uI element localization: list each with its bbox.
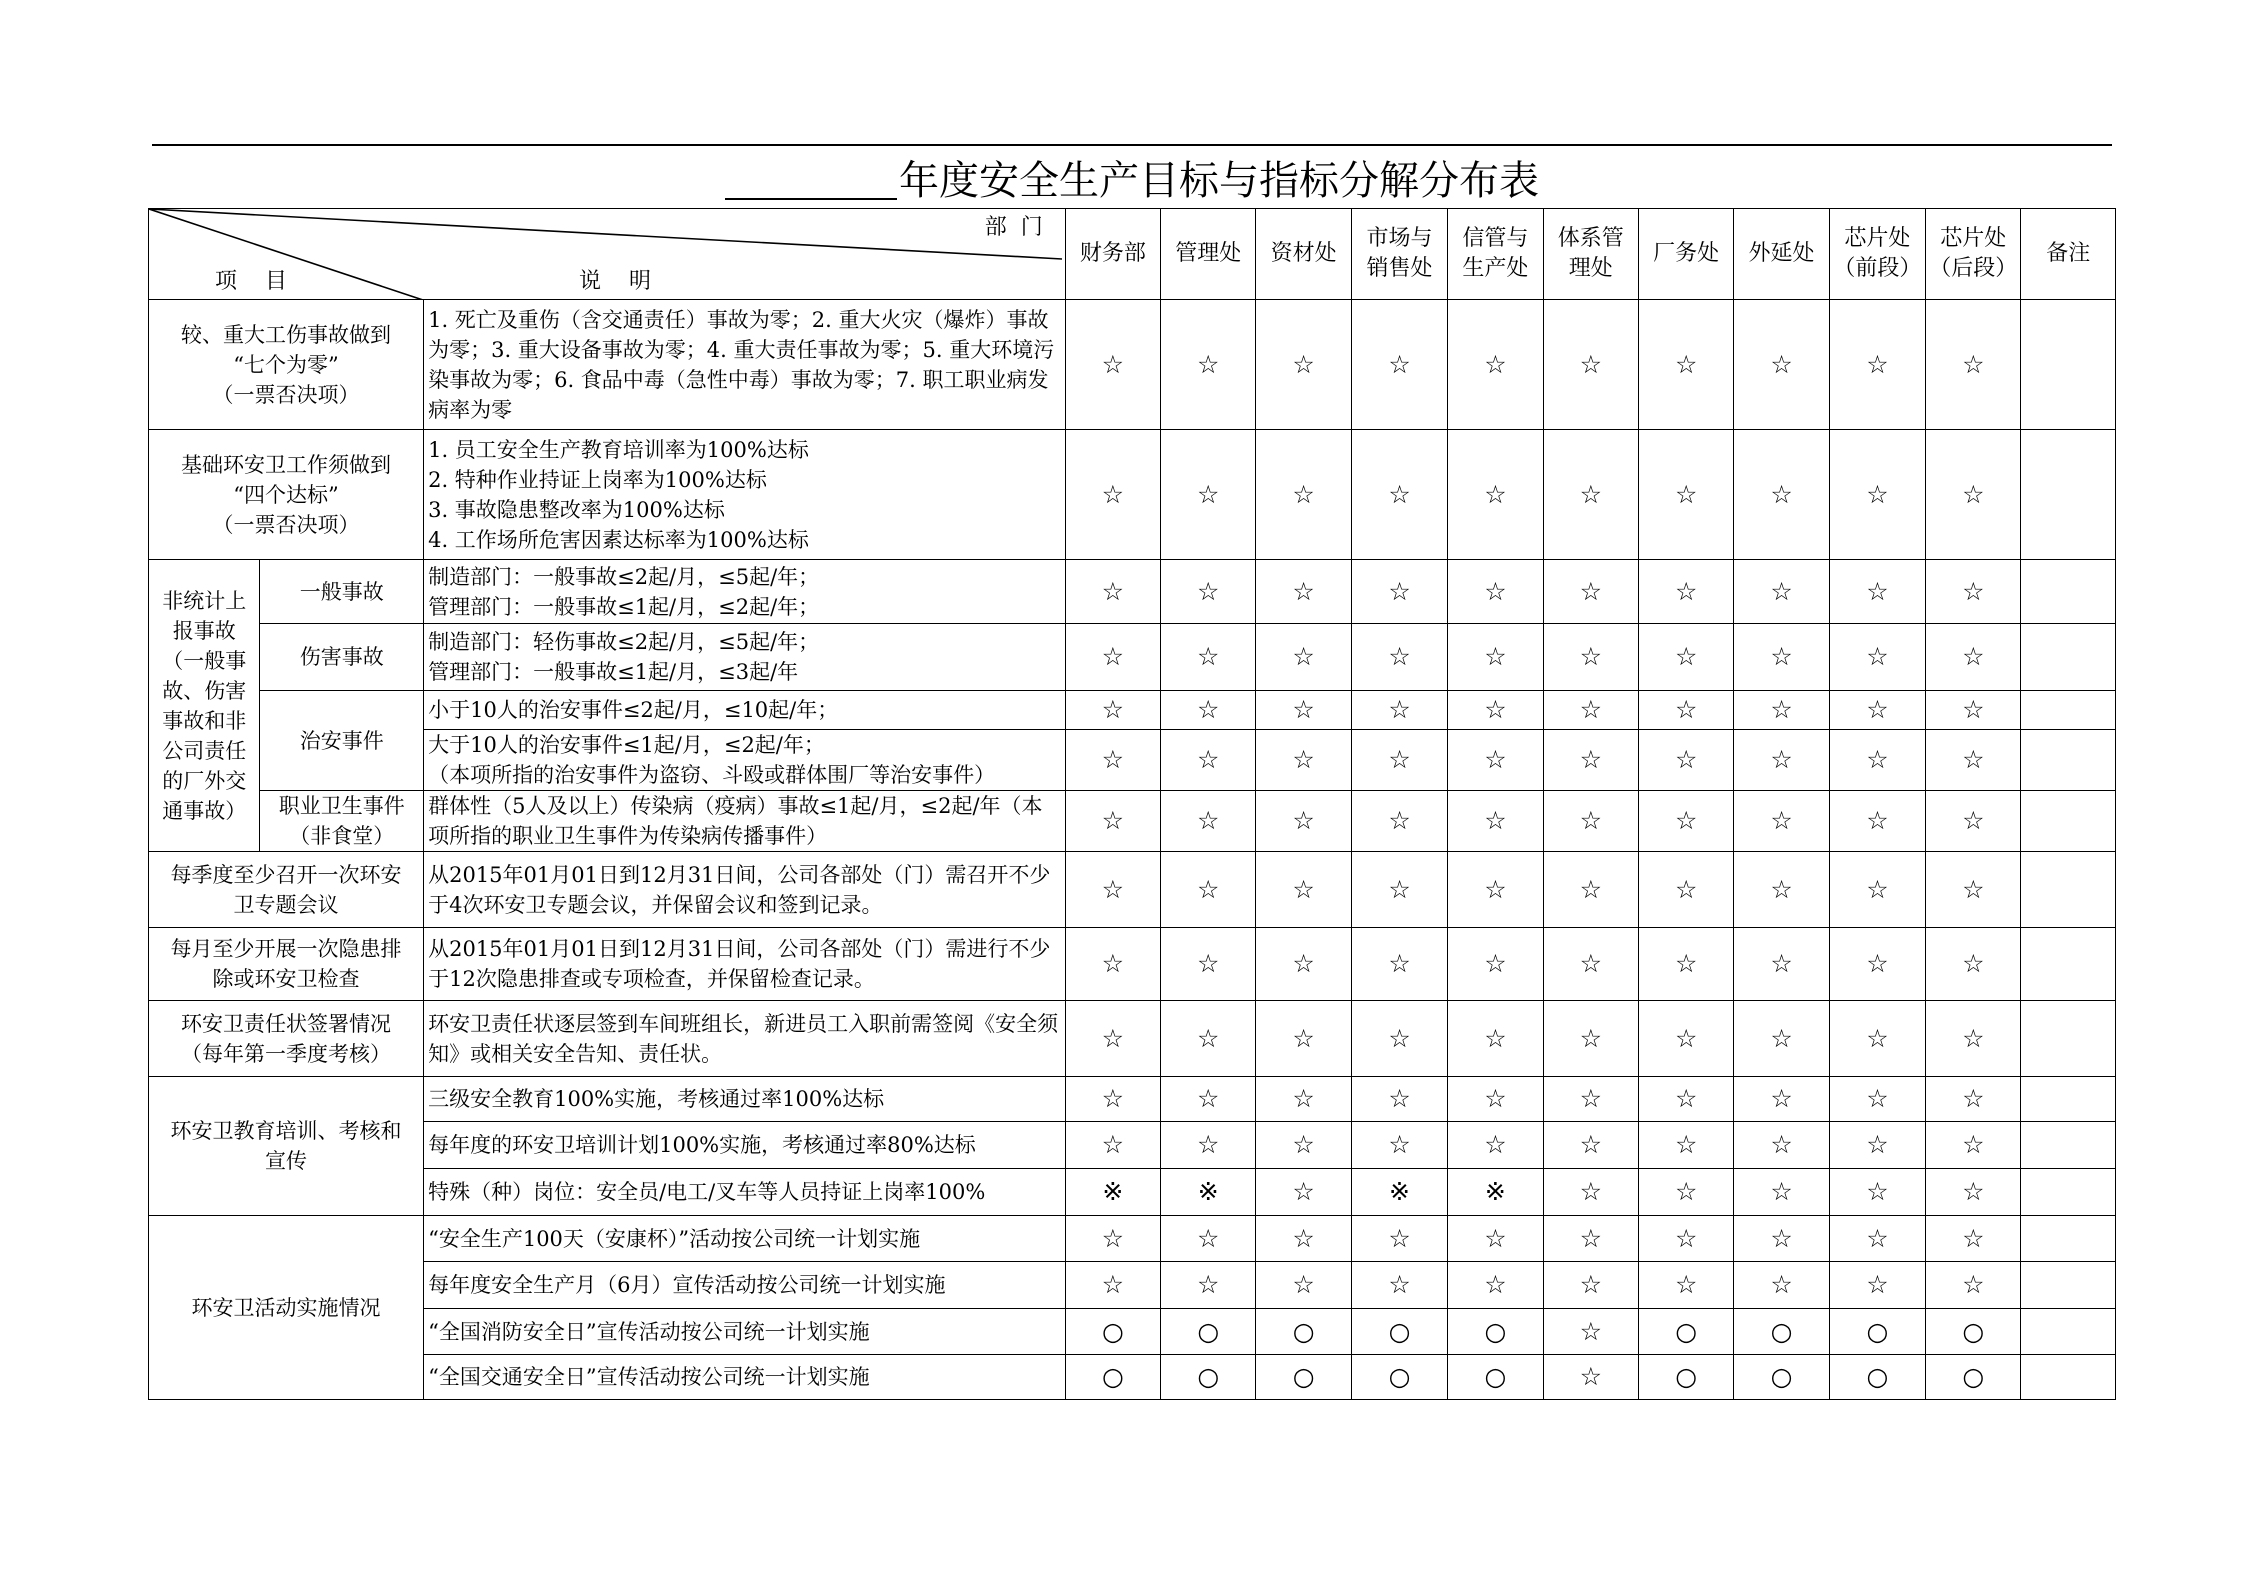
mark-r10-c2: ☆ [1256, 1077, 1351, 1122]
table-row [149, 1262, 2116, 1309]
dept-header-10: 备注 [2021, 209, 2116, 300]
mark-r13-c9: ☆ [1926, 1216, 2021, 1262]
mark-r14-c4: ☆ [1448, 1262, 1543, 1309]
mark-r10-c5: ☆ [1543, 1077, 1638, 1122]
mark-r2-c6: ☆ [1638, 560, 1733, 624]
mark-r2-c9: ☆ [1926, 560, 2021, 624]
mark-r14-c2: ☆ [1256, 1262, 1351, 1309]
table-row [149, 1216, 2116, 1262]
mark-r2-c3: ☆ [1351, 560, 1447, 624]
table-row [149, 730, 2116, 791]
mark-r12-c8: ☆ [1829, 1169, 1925, 1216]
mark-r15-c6: ○ [1638, 1309, 1733, 1355]
row-description: 每年度安全生产月（6月）宣传活动按公司统一计划实施 [424, 1262, 1066, 1309]
mark-r7-c0: ☆ [1065, 852, 1160, 928]
mark-r16-c8: ○ [1829, 1355, 1925, 1400]
mark-r14-c10 [2021, 1262, 2116, 1309]
mark-r2-c0: ☆ [1065, 560, 1160, 624]
row-description: 特殊（种）岗位：安全员/电工/叉车等人员持证上岗率100% [424, 1169, 1066, 1216]
mark-r9-c3: ☆ [1351, 1001, 1447, 1077]
item-activities: 环安卫活动实施情况 [149, 1216, 424, 1400]
mark-r0-c5: ☆ [1543, 300, 1638, 430]
mark-r15-c4: ○ [1448, 1309, 1543, 1355]
mark-r9-c9: ☆ [1926, 1001, 2021, 1077]
mark-r12-c5: ☆ [1543, 1169, 1638, 1216]
mark-r0-c6: ☆ [1638, 300, 1733, 430]
mark-r0-c2: ☆ [1256, 300, 1351, 430]
mark-r11-c7: ☆ [1734, 1122, 1829, 1169]
mark-r3-c7: ☆ [1734, 624, 1829, 691]
mark-r16-c10 [2021, 1355, 2116, 1400]
table-row [149, 691, 2116, 730]
table-row [149, 624, 2116, 691]
mark-r11-c8: ☆ [1829, 1122, 1925, 1169]
mark-r0-c8: ☆ [1829, 300, 1925, 430]
mark-r1-c3: ☆ [1351, 430, 1447, 560]
mark-r5-c7: ☆ [1734, 730, 1829, 791]
mark-r5-c4: ☆ [1448, 730, 1543, 791]
row-description: 群体性（5人及以上）传染病（疫病）事故≤1起/月，≤2起/年（本项所指的职业卫生事件为传染病传播事件） [424, 791, 1066, 852]
mark-r6-c3: ☆ [1351, 791, 1447, 852]
row-description: “安全生产100天（安康杯）”活动按公司统一计划实施 [424, 1216, 1066, 1262]
mark-r2-c2: ☆ [1256, 560, 1351, 624]
mark-r6-c0: ☆ [1065, 791, 1160, 852]
mark-r7-c8: ☆ [1829, 852, 1925, 928]
row-description: 1. 员工安全生产教育培训率为100%达标 2. 特种作业持证上岗率为100%达标 3. 事故隐患整改率为100%达标 4. 工作场所危害因素达标率为100%达标 [424, 430, 1066, 560]
mark-r3-c8: ☆ [1829, 624, 1925, 691]
mark-r3-c5: ☆ [1543, 624, 1638, 691]
mark-r15-c7: ○ [1734, 1309, 1829, 1355]
row-description: 每年度的环安卫培训计划100%实施，考核通过率80%达标 [424, 1122, 1066, 1169]
mark-r7-c4: ☆ [1448, 852, 1543, 928]
mark-r16-c9: ○ [1926, 1355, 2021, 1400]
mark-r13-c0: ☆ [1065, 1216, 1160, 1262]
mark-r10-c0: ☆ [1065, 1077, 1160, 1122]
table-row [149, 1077, 2116, 1122]
dept-header-8: 芯片处 （前段） [1829, 209, 1925, 300]
mark-r5-c0: ☆ [1065, 730, 1160, 791]
header-corner-cell [149, 209, 1066, 300]
mark-r5-c6: ☆ [1638, 730, 1733, 791]
mark-r2-c8: ☆ [1829, 560, 1925, 624]
mark-r13-c8: ☆ [1829, 1216, 1925, 1262]
item-education-training: 环安卫教育培训、考核和 宣传 [149, 1077, 424, 1216]
mark-r12-c9: ☆ [1926, 1169, 2021, 1216]
mark-r13-c1: ☆ [1161, 1216, 1256, 1262]
mark-r8-c0: ☆ [1065, 928, 1160, 1001]
mark-r1-c9: ☆ [1926, 430, 2021, 560]
mark-r10-c4: ☆ [1448, 1077, 1543, 1122]
mark-r0-c4: ☆ [1448, 300, 1543, 430]
mark-r12-c7: ☆ [1734, 1169, 1829, 1216]
dept-header-6: 厂务处 [1638, 209, 1733, 300]
target-table [148, 208, 2116, 1400]
mark-r4-c2: ☆ [1256, 691, 1351, 730]
mark-r4-c0: ☆ [1065, 691, 1160, 730]
mark-r8-c8: ☆ [1829, 928, 1925, 1001]
dept-header-9: 芯片处 （后段） [1926, 209, 2021, 300]
table-row [149, 791, 2116, 852]
mark-r14-c8: ☆ [1829, 1262, 1925, 1309]
mark-r6-c5: ☆ [1543, 791, 1638, 852]
row-description: 1. 死亡及重伤（含交通责任）事故为零；2. 重大火灾（爆炸）事故为零；3. 重大设备事故为零；4. 重大责任事故为零；5. 重大环境污染事故为零；6. 食品中毒（急性中毒）事故为零；7. 职工职业病发病率为零 [424, 300, 1066, 430]
mark-r1-c8: ☆ [1829, 430, 1925, 560]
corner-item-label: 项 目 [215, 269, 287, 294]
mark-r15-c1: ○ [1161, 1309, 1256, 1355]
mark-r15-c5: ☆ [1543, 1309, 1638, 1355]
page-title [152, 150, 2112, 212]
table-row [149, 1001, 2116, 1077]
mark-r6-c1: ☆ [1161, 791, 1256, 852]
mark-r1-c10 [2021, 430, 2116, 560]
table-row [149, 1355, 2116, 1400]
mark-r9-c4: ☆ [1448, 1001, 1543, 1077]
mark-r6-c7: ☆ [1734, 791, 1829, 852]
mark-r0-c10 [2021, 300, 2116, 430]
mark-r11-c2: ☆ [1256, 1122, 1351, 1169]
year-blank [725, 154, 897, 200]
mark-r12-c6: ☆ [1638, 1169, 1733, 1216]
mark-r1-c0: ☆ [1065, 430, 1160, 560]
dept-header-1: 管理处 [1161, 209, 1256, 300]
mark-r1-c7: ☆ [1734, 430, 1829, 560]
item-four-standards: 基础环安卫工作须做到 “四个达标” （一票否决项） [149, 430, 424, 560]
mark-r14-c5: ☆ [1543, 1262, 1638, 1309]
mark-r5-c2: ☆ [1256, 730, 1351, 791]
mark-r0-c9: ☆ [1926, 300, 2021, 430]
mark-r5-c5: ☆ [1543, 730, 1638, 791]
subitem-security-incident: 治安事件 [260, 691, 424, 791]
row-description: 制造部门：一般事故≤2起/月，≤5起/年； 管理部门：一般事故≤1起/月，≤2起/年； [424, 560, 1066, 624]
mark-r6-c6: ☆ [1638, 791, 1733, 852]
mark-r15-c10 [2021, 1309, 2116, 1355]
title-text: 年度安全生产目标与指标分解分布表 [899, 158, 1539, 204]
mark-r8-c9: ☆ [1926, 928, 2021, 1001]
mark-r9-c0: ☆ [1065, 1001, 1160, 1077]
mark-r8-c4: ☆ [1448, 928, 1543, 1001]
mark-r12-c1: ※ [1161, 1169, 1256, 1216]
mark-r5-c9: ☆ [1926, 730, 2021, 791]
mark-r11-c3: ☆ [1351, 1122, 1447, 1169]
subitem-occupational-health: 职业卫生事件 （非食堂） [260, 791, 424, 852]
mark-r12-c3: ※ [1351, 1169, 1447, 1216]
item-seven-zero: 较、重大工伤事故做到 “七个为零” （一票否决项） [149, 300, 424, 430]
item-monthly-inspection: 每月至少开展一次隐患排 除或环安卫检查 [149, 928, 424, 1001]
mark-r2-c10 [2021, 560, 2116, 624]
top-rule [152, 144, 2112, 146]
mark-r15-c3: ○ [1351, 1309, 1447, 1355]
mark-r9-c7: ☆ [1734, 1001, 1829, 1077]
mark-r8-c3: ☆ [1351, 928, 1447, 1001]
mark-r9-c2: ☆ [1256, 1001, 1351, 1077]
mark-r13-c6: ☆ [1638, 1216, 1733, 1262]
dept-header-5: 体系管 理处 [1543, 209, 1638, 300]
mark-r3-c6: ☆ [1638, 624, 1733, 691]
mark-r9-c5: ☆ [1543, 1001, 1638, 1077]
mark-r5-c1: ☆ [1161, 730, 1256, 791]
mark-r16-c5: ☆ [1543, 1355, 1638, 1400]
subitem-injury-accident: 伤害事故 [260, 624, 424, 691]
mark-r7-c5: ☆ [1543, 852, 1638, 928]
mark-r8-c2: ☆ [1256, 928, 1351, 1001]
mark-r4-c5: ☆ [1543, 691, 1638, 730]
row-description: 三级安全教育100%实施，考核通过率100%达标 [424, 1077, 1066, 1122]
mark-r7-c6: ☆ [1638, 852, 1733, 928]
mark-r15-c0: ○ [1065, 1309, 1160, 1355]
row-description: 大于10人的治安事件≤1起/月，≤2起/年； （本项所指的治安事件为盗窃、斗殴或群体围厂等治安事件） [424, 730, 1066, 791]
mark-r14-c1: ☆ [1161, 1262, 1256, 1309]
mark-r10-c6: ☆ [1638, 1077, 1733, 1122]
mark-r10-c9: ☆ [1926, 1077, 2021, 1122]
mark-r6-c4: ☆ [1448, 791, 1543, 852]
table-row [149, 430, 2116, 560]
corner-desc-label: 说 明 [579, 269, 651, 294]
table-row [149, 560, 2116, 624]
mark-r16-c1: ○ [1161, 1355, 1256, 1400]
mark-r4-c9: ☆ [1926, 691, 2021, 730]
mark-r10-c3: ☆ [1351, 1077, 1447, 1122]
mark-r15-c9: ○ [1926, 1309, 2021, 1355]
mark-r3-c9: ☆ [1926, 624, 2021, 691]
item-non-reported-accidents: 非统计上 报事故 （一般事 故、伤害 事故和非 公司责任 的厂外交 通事故） [149, 560, 260, 852]
mark-r13-c3: ☆ [1351, 1216, 1447, 1262]
dept-header-4: 信管与 生产处 [1448, 209, 1543, 300]
row-description: 从2015年01月01日到12月31日间，公司各部处（门）需进行不少于12次隐患排查或专项检查，并保留检查记录。 [424, 928, 1066, 1001]
dept-header-3: 市场与 销售处 [1351, 209, 1447, 300]
mark-r3-c2: ☆ [1256, 624, 1351, 691]
mark-r8-c1: ☆ [1161, 928, 1256, 1001]
mark-r7-c3: ☆ [1351, 852, 1447, 928]
row-description: 小于10人的治安事件≤2起/月，≤10起/年； [424, 691, 1066, 730]
mark-r13-c10 [2021, 1216, 2116, 1262]
mark-r3-c10 [2021, 624, 2116, 691]
row-description: 制造部门：轻伤事故≤2起/月，≤5起/年； 管理部门：一般事故≤1起/月，≤3起/年 [424, 624, 1066, 691]
mark-r2-c1: ☆ [1161, 560, 1256, 624]
mark-r16-c6: ○ [1638, 1355, 1733, 1400]
mark-r1-c1: ☆ [1161, 430, 1256, 560]
mark-r13-c2: ☆ [1256, 1216, 1351, 1262]
mark-r8-c7: ☆ [1734, 928, 1829, 1001]
mark-r7-c1: ☆ [1161, 852, 1256, 928]
mark-r12-c4: ※ [1448, 1169, 1543, 1216]
mark-r16-c2: ○ [1256, 1355, 1351, 1400]
mark-r0-c3: ☆ [1351, 300, 1447, 430]
mark-r14-c3: ☆ [1351, 1262, 1447, 1309]
mark-r8-c5: ☆ [1543, 928, 1638, 1001]
mark-r11-c0: ☆ [1065, 1122, 1160, 1169]
row-description: 环安卫责任状逐层签到车间班组长，新进员工入职前需签阅《安全须知》或相关安全告知、责任状。 [424, 1001, 1066, 1077]
mark-r6-c8: ☆ [1829, 791, 1925, 852]
mark-r9-c8: ☆ [1829, 1001, 1925, 1077]
mark-r1-c4: ☆ [1448, 430, 1543, 560]
mark-r12-c2: ☆ [1256, 1169, 1351, 1216]
mark-r8-c10 [2021, 928, 2116, 1001]
mark-r12-c0: ※ [1065, 1169, 1160, 1216]
mark-r14-c7: ☆ [1734, 1262, 1829, 1309]
dept-header-0: 财务部 [1065, 209, 1160, 300]
mark-r15-c8: ○ [1829, 1309, 1925, 1355]
mark-r4-c8: ☆ [1829, 691, 1925, 730]
mark-r7-c10 [2021, 852, 2116, 928]
table-row [149, 1122, 2116, 1169]
mark-r10-c7: ☆ [1734, 1077, 1829, 1122]
mark-r10-c1: ☆ [1161, 1077, 1256, 1122]
item-quarterly-meeting: 每季度至少召开一次环安 卫专题会议 [149, 852, 424, 928]
mark-r12-c10 [2021, 1169, 2116, 1216]
mark-r7-c9: ☆ [1926, 852, 2021, 928]
table-row [149, 1309, 2116, 1355]
table-row [149, 300, 2116, 430]
mark-r11-c6: ☆ [1638, 1122, 1733, 1169]
table-row [149, 1169, 2116, 1216]
mark-r16-c7: ○ [1734, 1355, 1829, 1400]
mark-r4-c4: ☆ [1448, 691, 1543, 730]
mark-r9-c1: ☆ [1161, 1001, 1256, 1077]
mark-r2-c7: ☆ [1734, 560, 1829, 624]
item-responsibility-signing: 环安卫责任状签署情况 （每年第一季度考核） [149, 1001, 424, 1077]
mark-r3-c0: ☆ [1065, 624, 1160, 691]
row-description: “全国消防安全日”宣传活动按公司统一计划实施 [424, 1309, 1066, 1355]
dept-header-7: 外延处 [1734, 209, 1829, 300]
mark-r11-c10 [2021, 1122, 2116, 1169]
mark-r10-c8: ☆ [1829, 1077, 1925, 1122]
mark-r5-c3: ☆ [1351, 730, 1447, 791]
row-description: “全国交通安全日”宣传活动按公司统一计划实施 [424, 1355, 1066, 1400]
mark-r14-c6: ☆ [1638, 1262, 1733, 1309]
mark-r0-c0: ☆ [1065, 300, 1160, 430]
mark-r6-c2: ☆ [1256, 791, 1351, 852]
mark-r4-c1: ☆ [1161, 691, 1256, 730]
mark-r13-c4: ☆ [1448, 1216, 1543, 1262]
mark-r11-c1: ☆ [1161, 1122, 1256, 1169]
mark-r5-c8: ☆ [1829, 730, 1925, 791]
mark-r14-c9: ☆ [1926, 1262, 2021, 1309]
mark-r15-c2: ○ [1256, 1309, 1351, 1355]
mark-r11-c9: ☆ [1926, 1122, 2021, 1169]
mark-r2-c4: ☆ [1448, 560, 1543, 624]
mark-r14-c0: ☆ [1065, 1262, 1160, 1309]
mark-r4-c10 [2021, 691, 2116, 730]
mark-r3-c3: ☆ [1351, 624, 1447, 691]
mark-r11-c5: ☆ [1543, 1122, 1638, 1169]
mark-r6-c9: ☆ [1926, 791, 2021, 852]
mark-r8-c6: ☆ [1638, 928, 1733, 1001]
mark-r3-c4: ☆ [1448, 624, 1543, 691]
mark-r16-c0: ○ [1065, 1355, 1160, 1400]
mark-r13-c7: ☆ [1734, 1216, 1829, 1262]
mark-r9-c6: ☆ [1638, 1001, 1733, 1077]
mark-r0-c1: ☆ [1161, 300, 1256, 430]
mark-r4-c6: ☆ [1638, 691, 1733, 730]
mark-r4-c7: ☆ [1734, 691, 1829, 730]
mark-r4-c3: ☆ [1351, 691, 1447, 730]
subitem-general-accident: 一般事故 [260, 560, 424, 624]
mark-r13-c5: ☆ [1543, 1216, 1638, 1262]
corner-dept-label: 部 门 [984, 215, 1043, 240]
mark-r16-c4: ○ [1448, 1355, 1543, 1400]
mark-r9-c10 [2021, 1001, 2116, 1077]
row-description: 从2015年01月01日到12月31日间，公司各部处（门）需召开不少于4次环安卫专题会议，并保留会议和签到记录。 [424, 852, 1066, 928]
table-row [149, 852, 2116, 928]
mark-r11-c4: ☆ [1448, 1122, 1543, 1169]
mark-r10-c10 [2021, 1077, 2116, 1122]
dept-header-2: 资材处 [1256, 209, 1351, 300]
mark-r5-c10 [2021, 730, 2116, 791]
mark-r1-c2: ☆ [1256, 430, 1351, 560]
mark-r6-c10 [2021, 791, 2116, 852]
table-row [149, 928, 2116, 1001]
mark-r7-c7: ☆ [1734, 852, 1829, 928]
mark-r0-c7: ☆ [1734, 300, 1829, 430]
mark-r1-c6: ☆ [1638, 430, 1733, 560]
mark-r16-c3: ○ [1351, 1355, 1447, 1400]
mark-r7-c2: ☆ [1256, 852, 1351, 928]
mark-r2-c5: ☆ [1543, 560, 1638, 624]
mark-r3-c1: ☆ [1161, 624, 1256, 691]
mark-r1-c5: ☆ [1543, 430, 1638, 560]
